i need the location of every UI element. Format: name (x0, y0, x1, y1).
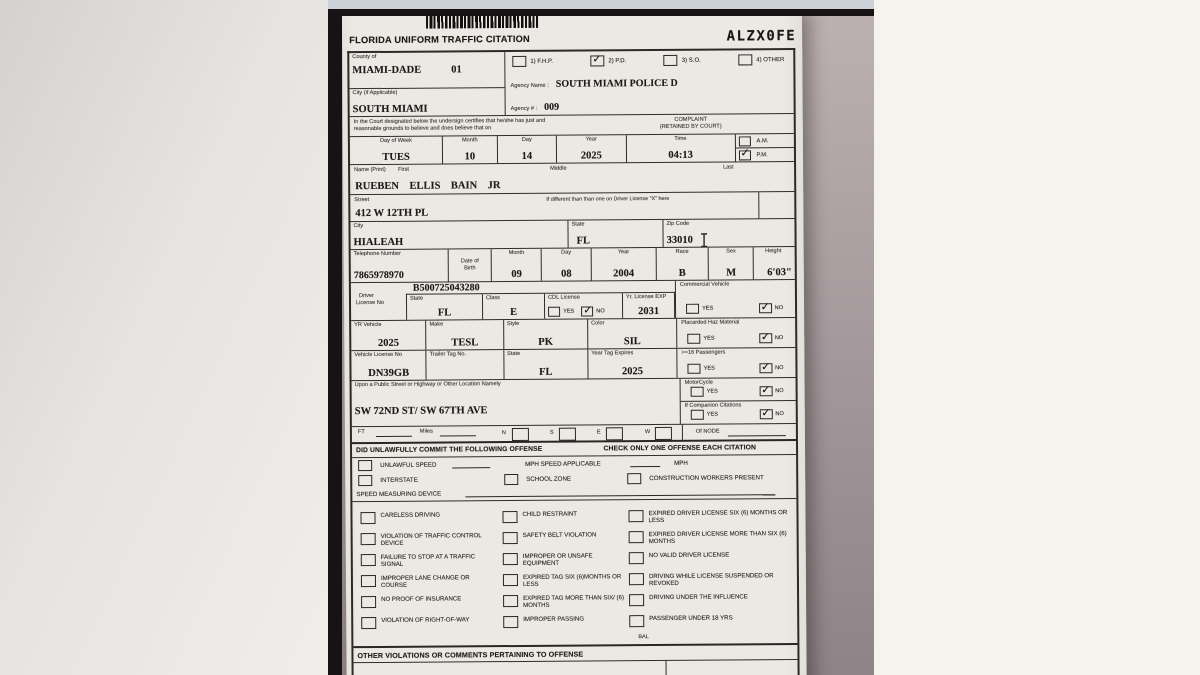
vehicle-style-label: Style (506, 320, 520, 328)
motorcycle-yes-label: YES (706, 388, 718, 395)
county-field (349, 52, 504, 89)
violation-item (629, 551, 797, 573)
violation-item (361, 574, 496, 596)
checkbox-violation (629, 531, 644, 543)
violation-item (361, 532, 496, 554)
haz-material-label: Placarded Haz Material (681, 319, 740, 326)
checkbox-companion-yes (691, 410, 704, 420)
checkbox-violation (503, 574, 518, 586)
tag-state-value: FL (539, 366, 553, 378)
tag-state-field (503, 350, 587, 380)
checkbox-am (738, 136, 750, 146)
offense-header-right: CHECK ONLY ONE OFFENSE EACH CITATION (603, 444, 757, 453)
commercial-yes-label: YES (702, 305, 714, 312)
comments-area (354, 660, 798, 675)
violation-item (629, 530, 797, 552)
south-label: S (549, 429, 554, 436)
dob-day-value: 08 (561, 268, 572, 280)
dob-label-1: Date of (460, 258, 479, 265)
haz-yes-label: YES (703, 335, 715, 342)
photo-top-strip (328, 0, 874, 9)
commercial-no-label: NO (774, 305, 784, 312)
checkbox-other (738, 54, 752, 65)
checkbox-commercial-no-checked (759, 299, 772, 313)
check-icon: ✓ (760, 299, 770, 313)
dob-day-field (541, 248, 591, 280)
node-cell-divider (682, 425, 683, 440)
last-label: Last (723, 164, 734, 171)
checkbox-fhp (512, 56, 526, 67)
month-label: Month (461, 137, 478, 144)
telephone-value: 7865978970 (353, 269, 404, 282)
checkbox-east (606, 427, 623, 440)
city-field (350, 221, 567, 250)
option-other (738, 54, 784, 65)
sex-field (708, 247, 754, 279)
violation-item (629, 593, 797, 615)
dl-class-value: E (510, 306, 518, 319)
name-label: Name (Print) (354, 166, 386, 174)
datetime-row (350, 134, 794, 165)
citation-paper (342, 12, 807, 675)
middle-label: Middle (550, 165, 567, 172)
checkbox-haz-yes (687, 334, 700, 344)
check-icon: ✓ (761, 382, 771, 396)
vehicle-plate-field (351, 351, 426, 381)
companion-citations-label: If Companion Citations (684, 402, 742, 409)
checkbox-violation (629, 594, 644, 606)
day-field (497, 136, 557, 163)
tag-state-label: State (507, 350, 521, 358)
race-field (655, 248, 708, 280)
checkbox-companion-no-checked (759, 405, 772, 419)
complaint-stamp (616, 114, 766, 134)
dob-label-2: Birth (464, 265, 476, 272)
vehicle-year-field (351, 321, 426, 351)
dob-month-label: Month (508, 249, 525, 257)
license-x-box (758, 192, 794, 218)
violation-label: EXPIRED DRIVER LICENSE MORE THAN SIX (6) MONTHS (648, 530, 787, 545)
day-label: Day (521, 136, 532, 143)
dl-class-label: Class (485, 295, 501, 302)
page-background-left (0, 0, 330, 675)
time-field (625, 134, 734, 162)
check-icon: ✓ (592, 51, 602, 65)
license-exp-label: Yr. License EXP (625, 293, 667, 301)
agency-number-label: Agency # : (510, 105, 538, 113)
offense-header-left: DID UNLAWFULLY COMMIT THE FOLLOWING OFFENSE (356, 445, 543, 455)
motorcycle-field (681, 378, 796, 402)
violations-col-2 (502, 510, 625, 637)
violation-label: NO VALID DRIVER LICENSE (648, 551, 730, 560)
citation-form (347, 48, 800, 675)
of-node-label: Of NODE (695, 428, 720, 435)
checkbox-passengers-yes (688, 364, 701, 374)
checkbox-commercial-yes (686, 304, 699, 314)
city-value: HIALEAH (353, 236, 404, 249)
dl-class-field (482, 294, 544, 319)
license-exp-field (622, 293, 674, 318)
checkbox-south (559, 427, 576, 440)
telephone-field (351, 249, 448, 282)
school-zone-label: SCHOOL ZONE (526, 475, 572, 483)
first-label: First (398, 166, 409, 173)
option-fhp-label: 1) F.H.P. (530, 58, 553, 65)
location-label: Upon a Public Street or Highway or Other Location Namely (354, 381, 501, 389)
companion-citations-field (681, 401, 796, 424)
phone-dob-row (351, 247, 795, 283)
checkbox-violation (503, 595, 518, 607)
dl-state-value: FL (437, 307, 452, 319)
checkbox-violation (361, 575, 376, 587)
agency-number-value: 009 (544, 101, 560, 113)
violation-item (503, 594, 625, 616)
speed-device-underline (465, 488, 775, 497)
checkbox-violation (360, 512, 375, 524)
violation-item (503, 573, 625, 595)
dl-state-field (407, 294, 482, 320)
photo-dark-edge-left (328, 9, 342, 675)
county-agency-row (349, 50, 793, 117)
county-value: MIAMI-DADE (352, 64, 422, 77)
state-field (567, 220, 662, 248)
agency-name-label: Agency Name : (510, 82, 549, 90)
haz-no-label: NO (774, 335, 784, 342)
ft-underline (376, 430, 412, 437)
speed-section (352, 455, 796, 502)
checkbox-violation (361, 554, 376, 566)
pm-option (736, 148, 795, 161)
speed-device-label: SPEED MEASURING DEVICE (356, 490, 442, 499)
checkbox-violation (361, 533, 376, 545)
commercial-vehicle-label: Commercial Vehicle (679, 281, 730, 288)
violation-label: VIOLATION OF TRAFFIC CONTROL DEVICE (380, 532, 482, 547)
violation-label: NO PROOF OF INSURANCE (381, 595, 462, 603)
height-value: 6'03" (767, 267, 792, 279)
name-row (350, 162, 794, 195)
violation-label: CHILD RESTRAINT (522, 510, 578, 518)
violation-label: CARELESS DRIVING (380, 511, 441, 519)
time-label: Time (674, 135, 687, 142)
checkbox-violation (629, 573, 644, 585)
checkbox-violation (503, 553, 518, 565)
vehicle-row-2 (351, 348, 795, 381)
violation-item (502, 510, 624, 532)
violation-item (503, 552, 625, 574)
violation-item (360, 511, 495, 533)
city-applicable-label: City (if Applicable) (352, 89, 398, 97)
cdl-label: CDL License (547, 294, 580, 301)
dob-label-cell (447, 249, 491, 281)
year-field (556, 135, 626, 162)
vehicle-plate-label: Vehicle License No (354, 351, 402, 359)
violation-label: IMPROPER LANE CHANGE OR COURSE (380, 574, 470, 589)
zip-value: 33010 (666, 234, 693, 246)
checkbox-pd-checked (590, 51, 604, 66)
violation-label: EXPIRED TAG SIX (6)MONTHS OR LESS (522, 573, 622, 588)
check-icon: ✓ (740, 146, 750, 160)
violation-item (503, 531, 625, 553)
checkbox-so (664, 55, 678, 66)
bal-label: BAL (638, 634, 649, 641)
trailer-tag-label: Trailer Tag No. (429, 351, 467, 358)
checkbox-cdl-no-checked (581, 302, 593, 317)
ampm-field (734, 134, 794, 161)
street-diff-label: If different than than one on Driver License "X" here (546, 195, 670, 203)
telephone-label: Telephone Number (353, 250, 401, 258)
dl-state-label: State (409, 295, 424, 302)
zip-label: Zip Code (666, 220, 690, 227)
north-label: N (501, 430, 506, 437)
vehicle-make-value: TESL (451, 337, 479, 349)
option-so (664, 55, 701, 66)
title-row (349, 28, 796, 47)
vehicle-style-value: PK (538, 336, 553, 348)
sex-label: Sex (726, 248, 736, 255)
check-icon: ✓ (761, 405, 771, 419)
mph-applicable-label: MPH SPEED APPLICABLE (525, 460, 601, 468)
checkbox-violation (503, 532, 518, 544)
am-label: A.M. (756, 137, 769, 144)
tag-expires-value: 2025 (621, 366, 644, 378)
year-label: Year (585, 136, 597, 143)
vehicle-style-field (503, 320, 587, 350)
passengers-yes-label: YES (703, 365, 715, 372)
checkbox-school-zone (504, 474, 518, 485)
checkbox-violation (629, 552, 644, 564)
violation-label: FAILURE TO STOP AT A TRAFFIC SIGNAL (380, 553, 476, 568)
option-fhp (512, 56, 553, 67)
height-label: Height (765, 248, 782, 255)
city-applicable-field (350, 88, 505, 116)
sex-value: M (726, 267, 737, 279)
violation-label: IMPROPER OR UNSAFE EQUIPMENT (522, 552, 593, 567)
race-value: B (678, 267, 686, 279)
violation-item (361, 595, 496, 617)
citation-photo (328, 0, 874, 675)
text-cursor-icon (700, 233, 709, 248)
construction-label: CONSTRUCTION WORKERS PRESENT (649, 474, 764, 483)
county-code: 01 (451, 64, 462, 76)
vehicle-row-1 (351, 318, 795, 351)
cdl-field (544, 293, 622, 319)
cdl-no-label: NO (596, 308, 605, 315)
checkbox-construction (627, 473, 641, 484)
unlawful-speed-underline (452, 461, 490, 468)
checkbox-violation (502, 511, 517, 523)
checkbox-west (655, 426, 672, 439)
violation-item (361, 616, 496, 638)
violation-item (503, 615, 625, 637)
checkbox-unlawful-speed (358, 460, 372, 471)
checkbox-motorcycle-no-checked (759, 382, 772, 396)
node-underline (728, 429, 786, 436)
location-row (352, 378, 796, 427)
month-field (442, 136, 497, 163)
checkbox-violation (361, 617, 376, 629)
violation-label: EXPIRED DRIVER LICENSE SIX (6) MONTHS OR LESS (648, 509, 788, 524)
month-value: 10 (464, 151, 476, 163)
dl-label-2: License No (355, 299, 385, 307)
vehicle-color-value: SIL (623, 336, 641, 348)
city-applicable-value: SOUTH MIAMI (352, 103, 428, 116)
violations-grid (352, 499, 797, 648)
tag-expires-label: Year Tag Expires (591, 350, 634, 357)
name-value: RUEBEN ELLIS BAIN JR (355, 180, 501, 193)
checkbox-violation (629, 615, 644, 627)
interstate-label: INTERSTATE (380, 476, 418, 484)
vehicle-year-label: YR Vehicle (354, 321, 382, 329)
vehicle-color-field (587, 319, 676, 349)
cdl-yes-label: YES (563, 308, 575, 315)
time-value: 04:13 (668, 149, 693, 161)
violation-item (629, 572, 797, 594)
dl-number-value: B500725043280 (412, 282, 480, 294)
checkbox-violation (503, 616, 518, 628)
vehicle-year-value: 2025 (377, 337, 400, 349)
violations-col-3 (628, 509, 797, 636)
agency-type-options (510, 52, 788, 67)
haz-material-field (676, 318, 795, 348)
violation-item (361, 553, 496, 575)
street-value: 412 W 12TH PL (355, 207, 429, 220)
checkbox-passengers-no-checked (759, 359, 772, 373)
option-pd (590, 51, 627, 66)
checkbox-haz-no-checked (759, 329, 772, 343)
citation-number: ALZX0FE (726, 28, 797, 45)
vehicle-make-field (425, 320, 503, 350)
form-title: FLORIDA UNIFORM TRAFFIC CITATION (349, 33, 530, 46)
photo-dark-edge-top (328, 9, 874, 16)
violation-label: SAFETY BELT VIOLATION (522, 531, 597, 539)
violation-label: DRIVING WHILE LICENSE SUSPENDED OR REVOKED (648, 572, 774, 587)
violation-label: PASSENGER UNDER 18 YRS (649, 614, 733, 623)
location-value: SW 72ND ST/ SW 67TH AVE (354, 405, 488, 418)
agency-name-value: SOUTH MIAMI POLICE D (555, 77, 678, 90)
checkbox-cdl-yes (548, 307, 560, 317)
check-icon: ✓ (583, 302, 593, 317)
miles-label: Miles (419, 428, 433, 435)
vehicle-make-label: Make (429, 321, 444, 328)
day-value: 14 (521, 150, 533, 162)
option-other-label: 4) OTHER (756, 56, 785, 63)
option-so-label: 3) S.O. (681, 57, 701, 64)
companion-yes-label: YES (706, 411, 719, 418)
dl-subfields (406, 292, 675, 320)
pm-label: P.M. (756, 151, 768, 158)
tag-expires-field (587, 349, 676, 379)
zip-field (662, 219, 794, 247)
unlawful-speed-label: UNLAWFUL SPEED (380, 461, 437, 469)
county-label: County of (352, 53, 377, 61)
dob-day-label: Day (561, 249, 572, 256)
passengers-label: >=16 Passengers (681, 349, 726, 356)
passengers-field (676, 348, 795, 378)
checkbox-interstate (358, 475, 372, 486)
east-label: E (596, 429, 601, 436)
ft-label: FT (357, 429, 365, 436)
dob-year-value: 2004 (613, 268, 635, 280)
dob-year-field (591, 248, 656, 280)
miles-underline (440, 429, 476, 436)
day-of-week-value: TUES (382, 151, 410, 163)
state-label: State (571, 221, 585, 228)
location-field (352, 379, 680, 426)
vehicle-plate-value: DN39GB (368, 367, 410, 380)
city-state-zip-row (350, 219, 794, 250)
mph-underline (630, 460, 660, 467)
checkbox-motorcycle-yes (691, 387, 704, 397)
complaint-line2: (RETAINED BY COURT) (659, 123, 722, 130)
violation-label: VIOLATION OF RIGHT-OF-WAY (381, 616, 470, 624)
violation-label: IMPROPER PASSING (523, 615, 585, 623)
year-value: 2025 (580, 150, 602, 162)
other-violations-label: OTHER VIOLATIONS OR COMMENTS PERTAINING TO OFFENSE (357, 649, 584, 660)
west-label: W (644, 429, 651, 436)
race-label: Race (675, 248, 689, 255)
violation-label: EXPIRED TAG MORE THAN SIX/ (6) MONTHS (523, 594, 625, 609)
license-exp-value: 2031 (638, 306, 660, 318)
state-value: FL (576, 235, 591, 247)
day-of-week-label: Day of Week (379, 137, 412, 144)
court-text-line1: In the Court designated below the undersign certifies that he/she has just and (353, 117, 546, 125)
trailer-tag-field (426, 350, 504, 380)
driver-license-row (351, 280, 795, 321)
check-icon: ✓ (760, 329, 771, 343)
option-pd-label: 2) P.D. (608, 57, 627, 64)
violation-item (628, 509, 796, 531)
city-label: City (353, 223, 364, 230)
checkbox-north (512, 427, 529, 440)
comments-divider (666, 661, 667, 675)
companion-no-label: NO (775, 411, 784, 418)
complaint-line1: COMPLAINT (674, 116, 708, 123)
checkbox-violation (361, 596, 376, 608)
vehicle-color-label: Color (591, 320, 605, 327)
violation-label: DRIVING UNDER THE INFLUENCE (649, 593, 748, 602)
commercial-vehicle-field (675, 280, 795, 318)
mph-label: MPH (674, 459, 688, 467)
violations-col-1 (360, 511, 496, 638)
dob-month-field (491, 249, 541, 281)
height-field (753, 247, 795, 279)
motorcycle-no-label: NO (775, 388, 784, 395)
street-label: Street (354, 197, 370, 204)
violation-item (629, 614, 797, 636)
check-icon: ✓ (761, 359, 771, 373)
barcode (426, 15, 538, 29)
street-row (350, 192, 794, 222)
checkbox-violation (628, 510, 643, 522)
motorcycle-label: MotorCycle (684, 379, 713, 386)
court-text-line2: reasonable grounds to believe and does believe that on (353, 124, 492, 132)
dob-year-label: Year (617, 249, 630, 256)
checkbox-pm-checked (739, 146, 751, 160)
day-of-week-field (350, 137, 442, 165)
passengers-no-label: NO (775, 365, 784, 372)
dob-month-value: 09 (511, 268, 522, 281)
dl-label-1: Driver (358, 292, 374, 300)
